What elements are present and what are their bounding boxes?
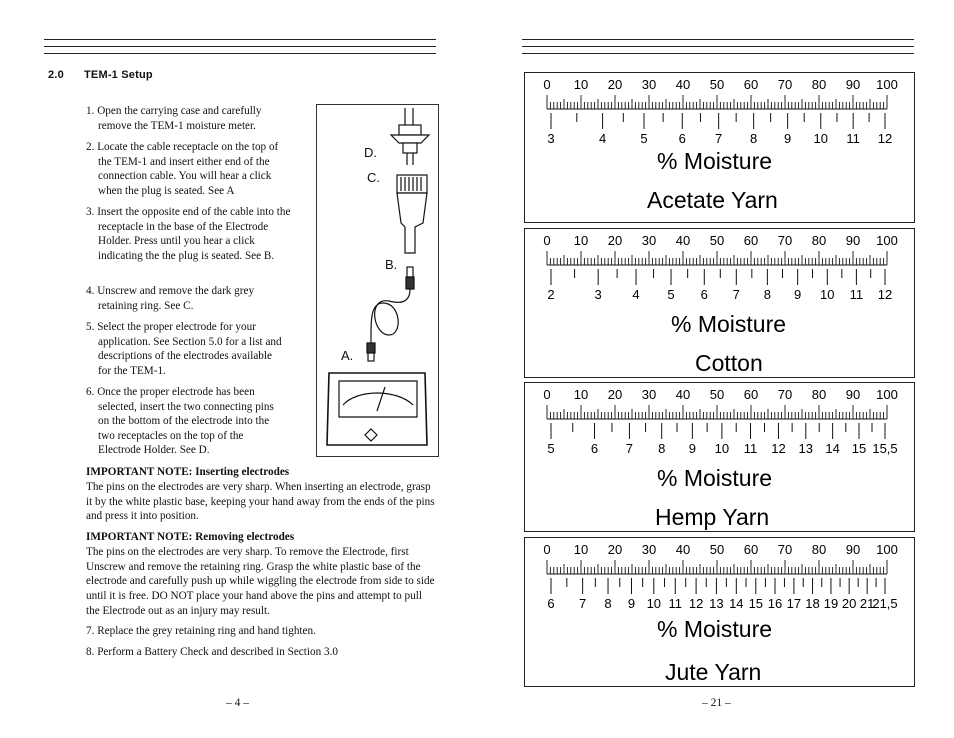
note-inserting-heading: IMPORTANT NOTE: Inserting electrodes — [86, 466, 290, 478]
scale-material-hemp: Hemp Yarn — [655, 504, 770, 530]
bottom-tick-label: 6 — [590, 441, 599, 456]
top-tick-label: 60 — [743, 77, 759, 92]
fine-ticks — [547, 405, 887, 419]
bottom-tick-label: 11 — [668, 596, 683, 611]
top-tick-label: 70 — [777, 387, 793, 402]
step-6: 6. Once the proper electrode has been selected, insert the two connecting pins on the bottom of the electrode into the two receptacles on the top of the Electrode Holder. See D. — [86, 386, 274, 456]
top-tick-label: 90 — [845, 387, 861, 402]
bottom-tick-label: 11 — [846, 131, 860, 146]
bottom-tick-label: 11 — [743, 441, 758, 456]
bottom-tick-label: 7 — [625, 441, 634, 456]
lower-ticks — [551, 578, 885, 594]
top-tick-label: 70 — [777, 542, 793, 557]
top-tick-label: 50 — [709, 542, 725, 557]
top-tick-label: 80 — [811, 233, 827, 248]
bottom-tick-label: 17 — [786, 596, 802, 611]
note-removing-heading: IMPORTANT NOTE: Removing electrodes — [86, 531, 295, 543]
bottom-tick-label: 8 — [658, 441, 666, 456]
bottom-tick-label: 7 — [579, 596, 587, 611]
scale-panel-hemp — [524, 382, 915, 532]
bottom-tick-label: 10 — [646, 596, 662, 611]
figure-label-c: C. — [367, 170, 380, 185]
fine-ticks — [547, 95, 887, 109]
scale-panel-jute — [524, 537, 915, 687]
bottom-tick-label: 4 — [632, 287, 640, 302]
top-tick-label: 90 — [845, 77, 861, 92]
top-tick-label: 100 — [876, 542, 898, 557]
scale-heading-jute: % Moisture — [657, 616, 773, 642]
step-2: 2. Locate the cable receptacle on the top of the TEM-1 and insert either end of the connection cable. You will hear a click when the plug is seated. See A — [86, 141, 279, 197]
scale-heading-acetate: % Moisture — [657, 148, 773, 174]
top-tick-label: 50 — [709, 77, 725, 92]
top-tick-label: 90 — [845, 542, 861, 557]
bottom-tick-label: 12 — [877, 287, 893, 302]
bottom-tick-label: 12 — [877, 131, 893, 146]
scale-material-jute: Jute Yarn — [665, 659, 762, 685]
top-tick-label: 20 — [607, 387, 623, 402]
top-tick-label: 100 — [876, 77, 898, 92]
top-tick-label: 70 — [777, 77, 793, 92]
bottom-tick-label: 21,5 — [872, 596, 898, 611]
bottom-tick-label: 3 — [547, 131, 555, 146]
top-tick-label: 100 — [876, 387, 898, 402]
top-tick-label: 10 — [573, 542, 589, 557]
section-number: 2.0 — [48, 69, 64, 81]
bottom-tick-label: 3 — [594, 287, 602, 302]
top-tick-label: 40 — [675, 542, 691, 557]
bottom-tick-label: 20 — [841, 596, 857, 611]
header-rule-right-3 — [522, 53, 914, 54]
header-rule-right-2 — [522, 46, 914, 47]
top-tick-label: 0 — [543, 542, 551, 557]
top-tick-label: 60 — [743, 387, 759, 402]
bottom-tick-label: 8 — [750, 131, 758, 146]
top-tick-label: 30 — [641, 542, 657, 557]
bottom-tick-label: 8 — [604, 596, 612, 611]
scale-panel-cotton — [524, 228, 915, 378]
bottom-tick-label: 10 — [714, 441, 730, 456]
header-rule-left-2 — [44, 46, 436, 47]
bottom-tick-label: 9 — [688, 441, 696, 456]
top-tick-label: 0 — [543, 233, 551, 248]
lower-ticks — [551, 113, 885, 129]
step-8: 8. Perform a Battery Check and described in Section 3.0 — [86, 646, 338, 658]
top-tick-label: 60 — [743, 233, 759, 248]
scale-heading-hemp: % Moisture — [657, 465, 773, 491]
scale-material-cotton: Cotton — [695, 350, 763, 376]
top-tick-label: 20 — [607, 233, 623, 248]
bottom-tick-label: 9 — [784, 131, 792, 146]
fine-ticks — [547, 251, 887, 265]
step-4: 4. Unscrew and remove the dark grey retaining ring. See C. — [86, 285, 255, 312]
scale-material-acetate: Acetate Yarn — [647, 187, 778, 213]
note-removing-body: The pins on the electrodes are very sharp. To remove the Electrode, first Unscrew and remove the retaining ring. Grasp the white plastic base of the electrode and carefully push up while wiggling the electrode from side to side until it is free. DO NOT place your hand above the pins and attempt to pull the Electrode out as an injury may result. — [86, 545, 435, 617]
bottom-tick-label: 15,5 — [872, 441, 898, 456]
bottom-tick-label: 10 — [813, 131, 828, 146]
bottom-tick-label: 19 — [823, 596, 839, 611]
figure-label-a: A. — [341, 348, 354, 363]
bottom-tick-label: 5 — [640, 131, 648, 146]
bottom-tick-label: 8 — [763, 287, 771, 302]
bottom-tick-label: 5 — [667, 287, 675, 302]
page-number-right: – 21 – — [702, 697, 731, 709]
bottom-tick-label: 9 — [627, 596, 636, 611]
scale-panel-acetate — [524, 72, 915, 223]
scale-heading-cotton: % Moisture — [671, 311, 787, 337]
top-tick-label: 10 — [573, 387, 589, 402]
top-tick-label: 50 — [709, 233, 725, 248]
setup-illustration — [317, 105, 438, 456]
figure-label-d: D. — [364, 145, 377, 160]
top-tick-label: 40 — [675, 387, 691, 402]
bottom-tick-label: 10 — [820, 287, 835, 302]
section-title: TEM-1 Setup — [84, 69, 153, 81]
lower-ticks — [551, 423, 885, 439]
bottom-tick-label: 9 — [794, 287, 802, 302]
bottom-tick-label: 15 — [748, 596, 764, 611]
bottom-tick-label: 5 — [547, 441, 555, 456]
bottom-tick-label: 7 — [732, 287, 740, 302]
lower-ticks — [551, 269, 885, 285]
step-3: 3. Insert the opposite end of the cable into the receptacle in the base of the Electrode Holder. Press until you hear a click indicating the the plug is seated. See B. — [86, 206, 291, 262]
bottom-tick-label: 6 — [700, 287, 708, 302]
bottom-tick-label: 7 — [715, 131, 723, 146]
bottom-tick-label: 18 — [805, 596, 820, 611]
bottom-tick-label: 6 — [678, 131, 686, 146]
top-tick-label: 10 — [573, 233, 589, 248]
section-heading — [48, 69, 153, 81]
bottom-tick-label: 14 — [825, 441, 840, 456]
step-7: 7. Replace the grey retaining ring and hand tighten. — [86, 625, 316, 637]
bottom-tick-label: 15 — [851, 441, 867, 456]
note-inserting-body: The pins on the electrodes are very sharp. When inserting an electrode, grasp it by the white plastic base, keeping your hand away from the ends of the pins and press it into position. — [86, 480, 435, 523]
top-tick-label: 40 — [675, 77, 691, 92]
bottom-tick-label: 4 — [598, 131, 607, 146]
header-rule-left-3 — [44, 53, 436, 54]
top-tick-label: 0 — [543, 77, 551, 92]
top-tick-label: 100 — [876, 233, 898, 248]
fine-ticks — [547, 560, 887, 574]
setup-figure — [316, 104, 439, 457]
top-tick-label: 90 — [845, 233, 861, 248]
top-tick-label: 80 — [811, 77, 827, 92]
bottom-tick-label: 13 — [709, 596, 724, 611]
header-rule-right-1 — [522, 39, 914, 40]
top-tick-label: 30 — [641, 387, 657, 402]
note-inserting — [86, 465, 438, 524]
top-tick-label: 80 — [811, 387, 827, 402]
bottom-tick-label: 2 — [547, 287, 555, 302]
step-1: 1. Open the carrying case and carefully remove the TEM-1 moisture meter. — [86, 105, 262, 132]
note-removing — [86, 530, 438, 619]
bottom-tick-label: 13 — [798, 441, 814, 456]
top-tick-label: 80 — [811, 542, 827, 557]
bottom-tick-label: 14 — [729, 596, 744, 611]
top-tick-label: 50 — [709, 387, 725, 402]
bottom-tick-label: 12 — [771, 441, 786, 456]
bottom-tick-label: 21 — [859, 596, 875, 611]
header-rule-left-1 — [44, 39, 436, 40]
bottom-tick-label: 16 — [767, 596, 783, 611]
bottom-tick-label: 11 — [849, 287, 864, 302]
top-tick-label: 20 — [607, 542, 623, 557]
page-number-left: – 4 – — [226, 697, 249, 709]
top-tick-label: 60 — [743, 542, 759, 557]
figure-label-b: B. — [385, 257, 398, 272]
top-tick-label: 10 — [573, 77, 589, 92]
top-tick-label: 70 — [777, 233, 793, 248]
top-tick-label: 30 — [641, 77, 657, 92]
bottom-tick-label: 6 — [547, 596, 555, 611]
top-tick-label: 40 — [675, 233, 691, 248]
step-5: 5. Select the proper electrode for your application. See Section 5.0 for a list and descriptions of the electrodes available for the TEM-1. — [86, 321, 282, 377]
top-tick-label: 30 — [641, 233, 657, 248]
top-tick-label: 0 — [543, 387, 551, 402]
top-tick-label: 20 — [607, 77, 623, 92]
bottom-tick-label: 12 — [688, 596, 704, 611]
